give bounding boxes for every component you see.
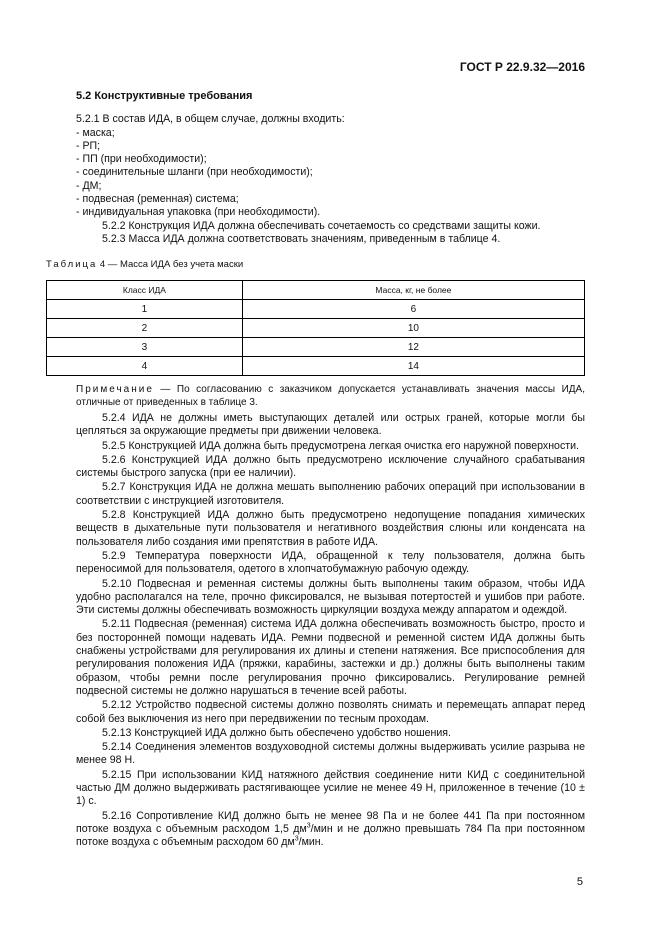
paragraph: 5.2.14 Соединения элементов воздуховодной системы должны выдерживать усилие разрыва не менее 98 Н. <box>76 741 585 767</box>
paragraph: 5.2.13 Конструкцией ИДА должно быть обеспечено удобство ношения. <box>102 726 451 739</box>
table-note <box>76 384 585 409</box>
table-row <box>47 338 585 357</box>
header-class: Класс ИДА <box>47 281 243 300</box>
paragraph: 5.2.11 Подвесная (ременная) система ИДА должна обеспечивать возможность быстро, просто и без посторонней помощи надевать ИДА. Ремни подвесной и ременной систем ИДА должны быть снабжены устройствами для регулирования их длины и степени натяжения. Все приспособления для регулирования положения ИДА (пряжки, карабины, застежки и др.) должны быть выполнены таким образом, чтобы ремни после регулирования прочно фиксировались. Регулирование ремней подвесной системы не должно нарушаться в течение всей работы. <box>76 618 585 697</box>
list-item: - ДМ; <box>76 179 102 192</box>
paragraph: 5.2.15 При использовании КИД натяжного действия соединение нити КИД с соединительной частью ДМ должно выдерживать растягивающее усилие не менее 49 Н, приложенное в течение (10 ± 1) с. <box>76 768 585 808</box>
list-item: - ПП (при необходимости); <box>76 153 207 166</box>
cell-class: 1 <box>47 300 243 319</box>
paragraph: 5.2.9 Температура поверхности ИДА, обращенной к телу пользователя, должна быть переносимой для пользователя, одетого в хлопчатобумажную рабочую одежду. <box>76 549 585 576</box>
intro-line: 5.2.1 В состав ИДА, в общем случае, должны входить: <box>76 113 345 126</box>
list-item: - соединительные шланги (при необходимости); <box>76 166 313 179</box>
header-mass: Масса, кг, не более <box>242 281 584 300</box>
paragraph: 5.2.8 Конструкцией ИДА должно быть предусмотрено недопущение попадания химических веществ в дыхательные пути пользователя и негативного воздействия слюны или конденсата на пользователя либо создания ими препятствия в работе ИДА. <box>76 509 585 548</box>
requirements-body <box>76 412 585 851</box>
cell-mass: 14 <box>242 357 584 376</box>
cell-class: 2 <box>47 319 243 338</box>
note-label: Примечание <box>76 384 154 395</box>
caption-text: 4 — Масса ИДА без учета маски <box>97 259 244 270</box>
paragraph-5-2-3: 5.2.3 Масса ИДА должна соответствовать значениям, приведенным в таблице 4. <box>102 232 501 245</box>
paragraph: 5.2.4 ИДА не должны иметь выступающих деталей или острых граней, которые могли бы цепляться за окружающие предметы при движении человека. <box>76 412 585 438</box>
section-5-2 <box>76 90 585 246</box>
cell-mass: 10 <box>242 319 584 338</box>
cell-mass: 12 <box>242 338 584 357</box>
list-item: - РП; <box>76 139 101 152</box>
mass-table <box>46 280 585 376</box>
table-row <box>47 319 585 338</box>
cell-class: 4 <box>47 357 243 376</box>
list-item: - маска; <box>76 126 115 139</box>
table-row <box>47 300 585 319</box>
paragraph: 5.2.6 Конструкцией ИДА должно быть предусмотрено исключение случайного срабатывания системы быстрого запуска (при ее наличии). <box>76 453 585 480</box>
list-item: - подвесная (ременная) система; <box>76 193 239 206</box>
cell-mass: 6 <box>242 300 584 319</box>
list-item: - индивидуальная упаковка (при необходимости). <box>76 206 321 219</box>
page-number: 5 <box>576 876 583 888</box>
paragraph-5-2-2: 5.2.2 Конструкция ИДА должна обеспечивать сочетаемость со средствами защиты кожи. <box>102 219 541 232</box>
paragraph: 5.2.10 Подвесная и ременная системы должны быть выполнены таким образом, чтобы ИДА удобно располагался на теле, прочно фиксировался, не вызывая потертостей и ушибов при работе. Эти системы должны обеспечивать возможность циркуляции воздуха между аппаратом и одеждой. <box>76 577 585 617</box>
document-header: ГОСТ Р 22.9.32—2016 <box>459 60 585 74</box>
table-header-row <box>47 281 585 300</box>
caption-prefix: Таблица <box>46 259 98 270</box>
paragraph: 5.2.12 Устройство подвесной системы должно позволять снимать и перемещать аппарат перед собой без выключения из него при передвижении по тесным проходам. <box>76 699 585 725</box>
paragraph: 5.2.7 Конструкция ИДА не должна мешать выполнению рабочих операций при использовании в соответствии с инструкцией изготовителя. <box>76 481 585 507</box>
table-row <box>47 357 585 376</box>
note-text: — По согласованию с заказчиком допускается устанавливать значения массы ИДА, отличные от приведенных в таблице 3. <box>76 384 585 408</box>
table-caption <box>46 259 243 270</box>
paragraph: 5.2.5 Конструкцией ИДА должна быть предусмотрена легкая очистка его наружной поверхности. <box>102 439 579 452</box>
cell-class: 3 <box>47 338 243 357</box>
paragraph-5-2-16: 5.2.16 Сопротивление КИД должно быть не менее 98 Па и не более 441 Па при постоянном потоке воздуха с объемным расходом 1,5 $дм^3$/мин и не должно превышать 784 Па при постоянном потоке воздуха с объемным расходом 60 $дм^3$/мин. <box>76 809 585 849</box>
section-title: 5.2 Конструктивные требования <box>76 90 253 102</box>
